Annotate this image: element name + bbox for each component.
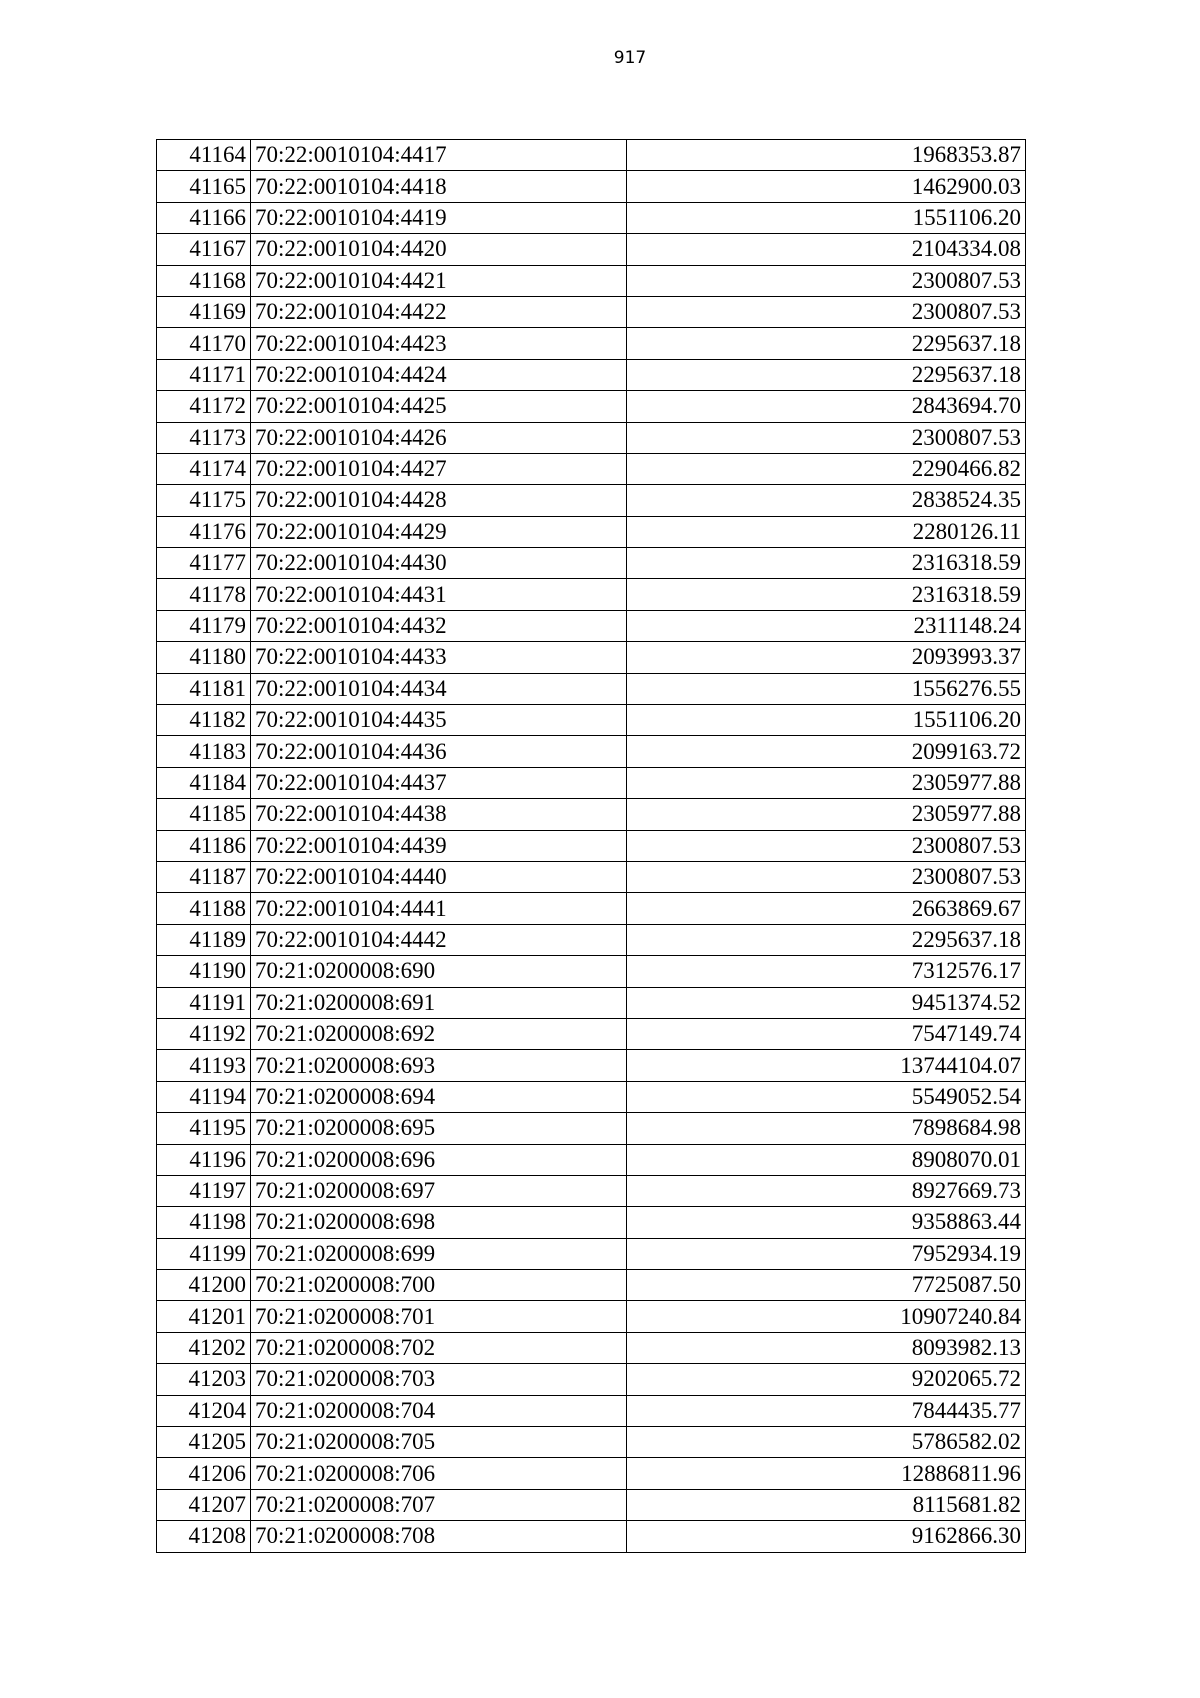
table-row <box>157 893 1026 924</box>
table-row <box>157 799 1026 830</box>
cadastral-value-cell: 12886811.96 <box>627 1458 1026 1489</box>
table-row <box>157 642 1026 673</box>
row-number-cell: 41199 <box>157 1238 251 1269</box>
row-number-cell: 41174 <box>157 453 251 484</box>
cadastral-number-cell: 70:22:0010104:4423 <box>251 328 627 359</box>
cadastral-number-cell: 70:21:0200008:707 <box>251 1489 627 1520</box>
cadastral-number-cell: 70:22:0010104:4417 <box>251 140 627 171</box>
cadastral-number-cell: 70:22:0010104:4420 <box>251 234 627 265</box>
cadastral-value-cell: 9358863.44 <box>627 1207 1026 1238</box>
cadastral-value-cell: 13744104.07 <box>627 1050 1026 1081</box>
cadastral-value-cell: 2300807.53 <box>627 830 1026 861</box>
cadastral-number-cell: 70:22:0010104:4442 <box>251 924 627 955</box>
row-number-cell: 41179 <box>157 610 251 641</box>
cadastral-value-cell: 1551106.20 <box>627 705 1026 736</box>
cadastral-value-cell: 2290466.82 <box>627 453 1026 484</box>
cadastral-value-cell: 2663869.67 <box>627 893 1026 924</box>
cadastral-number-cell: 70:22:0010104:4421 <box>251 265 627 296</box>
table-row <box>157 328 1026 359</box>
cadastral-number-cell: 70:22:0010104:4432 <box>251 610 627 641</box>
table-row <box>157 673 1026 704</box>
row-number-cell: 41188 <box>157 893 251 924</box>
cadastral-number-cell: 70:22:0010104:4425 <box>251 391 627 422</box>
cadastral-number-cell: 70:21:0200008:698 <box>251 1207 627 1238</box>
table-row <box>157 516 1026 547</box>
table-row <box>157 422 1026 453</box>
row-number-cell: 41186 <box>157 830 251 861</box>
cadastral-number-cell: 70:22:0010104:4431 <box>251 579 627 610</box>
cadastral-number-cell: 70:22:0010104:4434 <box>251 673 627 704</box>
cadastral-number-cell: 70:21:0200008:706 <box>251 1458 627 1489</box>
table-row <box>157 767 1026 798</box>
table-row <box>157 391 1026 422</box>
cadastral-value-cell: 2300807.53 <box>627 861 1026 892</box>
table-row <box>157 736 1026 767</box>
cadastral-number-cell: 70:22:0010104:4439 <box>251 830 627 861</box>
cadastral-number-cell: 70:21:0200008:701 <box>251 1301 627 1332</box>
cadastral-value-cell: 10907240.84 <box>627 1301 1026 1332</box>
table-row <box>157 1207 1026 1238</box>
table-row <box>157 359 1026 390</box>
cadastral-value-cell: 2300807.53 <box>627 265 1026 296</box>
cadastral-number-cell: 70:22:0010104:4424 <box>251 359 627 390</box>
cadastral-number-cell: 70:22:0010104:4437 <box>251 767 627 798</box>
cadastral-number-cell: 70:21:0200008:693 <box>251 1050 627 1081</box>
table-row <box>157 579 1026 610</box>
table-row <box>157 1489 1026 1520</box>
row-number-cell: 41200 <box>157 1270 251 1301</box>
cadastral-value-table <box>156 139 1026 1553</box>
row-number-cell: 41176 <box>157 516 251 547</box>
row-number-cell: 41197 <box>157 1175 251 1206</box>
cadastral-value-cell: 2311148.24 <box>627 610 1026 641</box>
table-row <box>157 1113 1026 1144</box>
row-number-cell: 41168 <box>157 265 251 296</box>
cadastral-value-cell: 8115681.82 <box>627 1489 1026 1520</box>
row-number-cell: 41172 <box>157 391 251 422</box>
table-row <box>157 453 1026 484</box>
row-number-cell: 41166 <box>157 202 251 233</box>
cadastral-number-cell: 70:22:0010104:4438 <box>251 799 627 830</box>
table-row <box>157 1427 1026 1458</box>
cadastral-value-cell: 2300807.53 <box>627 296 1026 327</box>
cadastral-value-cell: 1462900.03 <box>627 171 1026 202</box>
row-number-cell: 41196 <box>157 1144 251 1175</box>
cadastral-number-cell: 70:21:0200008:697 <box>251 1175 627 1206</box>
cadastral-value-cell: 2316318.59 <box>627 548 1026 579</box>
cadastral-value-cell: 8908070.01 <box>627 1144 1026 1175</box>
cadastral-number-cell: 70:21:0200008:695 <box>251 1113 627 1144</box>
row-number-cell: 41207 <box>157 1489 251 1520</box>
cadastral-value-cell: 2093993.37 <box>627 642 1026 673</box>
cadastral-value-cell: 2295637.18 <box>627 924 1026 955</box>
table-row <box>157 987 1026 1018</box>
cadastral-number-cell: 70:21:0200008:700 <box>251 1270 627 1301</box>
row-number-cell: 41178 <box>157 579 251 610</box>
table-body <box>157 140 1026 1553</box>
row-number-cell: 41185 <box>157 799 251 830</box>
table-row <box>157 610 1026 641</box>
cadastral-number-cell: 70:22:0010104:4433 <box>251 642 627 673</box>
table-row <box>157 1458 1026 1489</box>
cadastral-value-cell: 1968353.87 <box>627 140 1026 171</box>
row-number-cell: 41171 <box>157 359 251 390</box>
row-number-cell: 41208 <box>157 1521 251 1552</box>
cadastral-number-cell: 70:21:0200008:702 <box>251 1332 627 1363</box>
cadastral-value-cell: 9202065.72 <box>627 1364 1026 1395</box>
cadastral-value-cell: 2305977.88 <box>627 799 1026 830</box>
row-number-cell: 41204 <box>157 1395 251 1426</box>
table-row <box>157 265 1026 296</box>
cadastral-value-cell: 7547149.74 <box>627 1018 1026 1049</box>
row-number-cell: 41189 <box>157 924 251 955</box>
cadastral-value-cell: 5786582.02 <box>627 1427 1026 1458</box>
cadastral-number-cell: 70:21:0200008:694 <box>251 1081 627 1112</box>
row-number-cell: 41165 <box>157 171 251 202</box>
table-row <box>157 1301 1026 1332</box>
cadastral-number-cell: 70:21:0200008:699 <box>251 1238 627 1269</box>
row-number-cell: 41175 <box>157 485 251 516</box>
cadastral-number-cell: 70:21:0200008:708 <box>251 1521 627 1552</box>
row-number-cell: 41205 <box>157 1427 251 1458</box>
row-number-cell: 41194 <box>157 1081 251 1112</box>
table-row <box>157 1238 1026 1269</box>
cadastral-value-cell: 9162866.30 <box>627 1521 1026 1552</box>
row-number-cell: 41187 <box>157 861 251 892</box>
row-number-cell: 41202 <box>157 1332 251 1363</box>
table-row <box>157 956 1026 987</box>
cadastral-value-cell: 1556276.55 <box>627 673 1026 704</box>
cadastral-number-cell: 70:21:0200008:690 <box>251 956 627 987</box>
cadastral-value-cell: 2838524.35 <box>627 485 1026 516</box>
row-number-cell: 41182 <box>157 705 251 736</box>
table-row <box>157 705 1026 736</box>
cadastral-number-cell: 70:22:0010104:4428 <box>251 485 627 516</box>
table-row <box>157 202 1026 233</box>
row-number-cell: 41183 <box>157 736 251 767</box>
cadastral-value-cell: 2104334.08 <box>627 234 1026 265</box>
cadastral-value-cell: 2316318.59 <box>627 579 1026 610</box>
cadastral-value-cell: 2843694.70 <box>627 391 1026 422</box>
cadastral-number-cell: 70:21:0200008:696 <box>251 1144 627 1175</box>
row-number-cell: 41164 <box>157 140 251 171</box>
row-number-cell: 41203 <box>157 1364 251 1395</box>
table-row <box>157 1175 1026 1206</box>
cadastral-value-cell: 2300807.53 <box>627 422 1026 453</box>
cadastral-number-cell: 70:22:0010104:4435 <box>251 705 627 736</box>
row-number-cell: 41167 <box>157 234 251 265</box>
row-number-cell: 41181 <box>157 673 251 704</box>
row-number-cell: 41173 <box>157 422 251 453</box>
table-row <box>157 924 1026 955</box>
cadastral-number-cell: 70:22:0010104:4440 <box>251 861 627 892</box>
cadastral-number-cell: 70:21:0200008:704 <box>251 1395 627 1426</box>
table-row <box>157 1081 1026 1112</box>
row-number-cell: 41193 <box>157 1050 251 1081</box>
table-row <box>157 140 1026 171</box>
row-number-cell: 41191 <box>157 987 251 1018</box>
cadastral-value-cell: 7952934.19 <box>627 1238 1026 1269</box>
cadastral-value-cell: 7898684.98 <box>627 1113 1026 1144</box>
cadastral-number-cell: 70:21:0200008:703 <box>251 1364 627 1395</box>
table-row <box>157 861 1026 892</box>
cadastral-number-cell: 70:22:0010104:4430 <box>251 548 627 579</box>
table-row <box>157 1050 1026 1081</box>
row-number-cell: 41169 <box>157 296 251 327</box>
row-number-cell: 41206 <box>157 1458 251 1489</box>
table-row <box>157 1364 1026 1395</box>
row-number-cell: 41192 <box>157 1018 251 1049</box>
cadastral-number-cell: 70:22:0010104:4429 <box>251 516 627 547</box>
cadastral-value-cell: 2295637.18 <box>627 328 1026 359</box>
table-row <box>157 1395 1026 1426</box>
cadastral-number-cell: 70:22:0010104:4418 <box>251 171 627 202</box>
cadastral-value-cell: 9451374.52 <box>627 987 1026 1018</box>
table-row <box>157 234 1026 265</box>
table-row <box>157 1521 1026 1552</box>
cadastral-value-cell: 7725087.50 <box>627 1270 1026 1301</box>
row-number-cell: 41170 <box>157 328 251 359</box>
table-row <box>157 548 1026 579</box>
cadastral-value-cell: 2295637.18 <box>627 359 1026 390</box>
cadastral-value-cell: 7312576.17 <box>627 956 1026 987</box>
cadastral-value-cell: 2305977.88 <box>627 767 1026 798</box>
row-number-cell: 41195 <box>157 1113 251 1144</box>
table-row <box>157 1332 1026 1363</box>
row-number-cell: 41198 <box>157 1207 251 1238</box>
table-row <box>157 1270 1026 1301</box>
row-number-cell: 41177 <box>157 548 251 579</box>
row-number-cell: 41201 <box>157 1301 251 1332</box>
cadastral-number-cell: 70:22:0010104:4427 <box>251 453 627 484</box>
cadastral-number-cell: 70:21:0200008:692 <box>251 1018 627 1049</box>
row-number-cell: 41180 <box>157 642 251 673</box>
cadastral-number-cell: 70:22:0010104:4441 <box>251 893 627 924</box>
cadastral-value-cell: 5549052.54 <box>627 1081 1026 1112</box>
cadastral-value-cell: 8927669.73 <box>627 1175 1026 1206</box>
cadastral-number-cell: 70:22:0010104:4436 <box>251 736 627 767</box>
page-number: 917 <box>613 48 647 68</box>
table-row <box>157 830 1026 861</box>
cadastral-value-cell: 2099163.72 <box>627 736 1026 767</box>
row-number-cell: 41190 <box>157 956 251 987</box>
table-row <box>157 1144 1026 1175</box>
cadastral-number-cell: 70:22:0010104:4426 <box>251 422 627 453</box>
cadastral-value-cell: 8093982.13 <box>627 1332 1026 1363</box>
row-number-cell: 41184 <box>157 767 251 798</box>
cadastral-number-cell: 70:22:0010104:4419 <box>251 202 627 233</box>
cadastral-value-cell: 2280126.11 <box>627 516 1026 547</box>
cadastral-value-cell: 7844435.77 <box>627 1395 1026 1426</box>
table-row <box>157 296 1026 327</box>
table-row <box>157 485 1026 516</box>
cadastral-number-cell: 70:21:0200008:705 <box>251 1427 627 1458</box>
cadastral-number-cell: 70:21:0200008:691 <box>251 987 627 1018</box>
table-row <box>157 171 1026 202</box>
cadastral-value-cell: 1551106.20 <box>627 202 1026 233</box>
cadastral-number-cell: 70:22:0010104:4422 <box>251 296 627 327</box>
table-row <box>157 1018 1026 1049</box>
